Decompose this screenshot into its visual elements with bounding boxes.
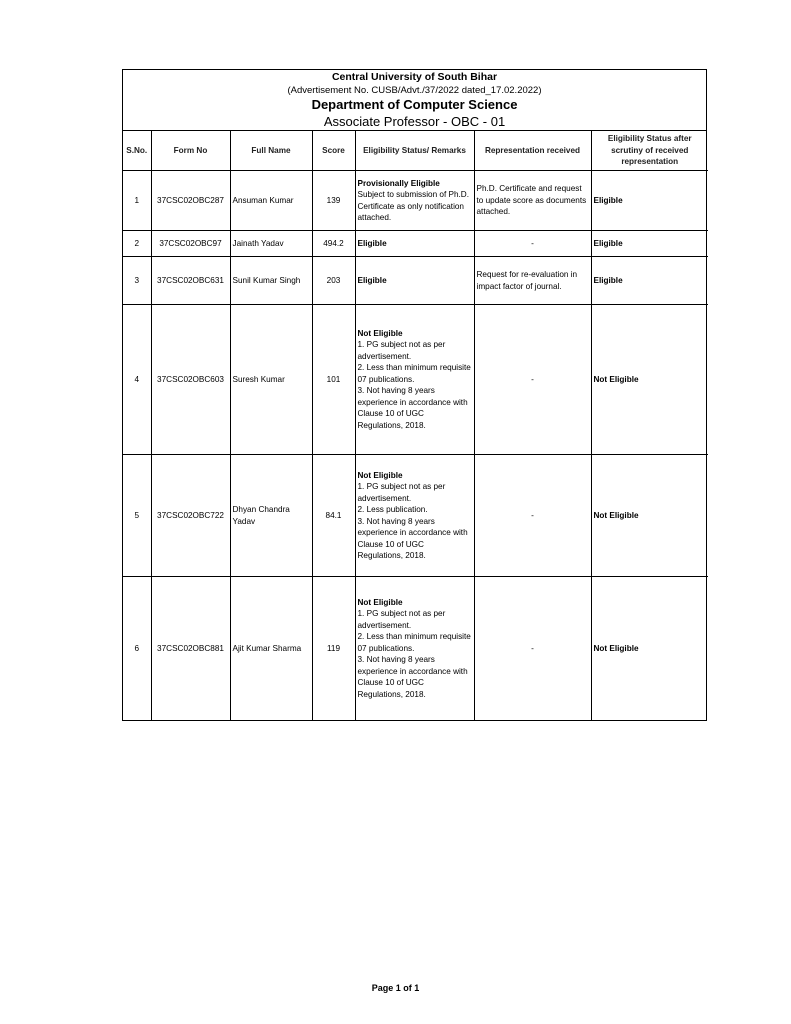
col-header-full-name: Full Name [230,131,312,171]
sheet-header [123,70,706,131]
cell-final-status: Eligible [591,171,708,231]
cell-form-no: 37CSC02OBC722 [151,455,230,577]
cell-final-status: Not Eligible [591,305,708,455]
cell-score: 139 [312,171,355,231]
eligibility-status: Eligible [357,275,387,285]
remark-line: 2. Less than minimum requisite 07 publications. [357,632,471,653]
cell-score: 494.2 [312,231,355,257]
col-header-score: Score [312,131,355,171]
university-name: Central University of South Bihar [331,71,498,83]
remark-line: 3. Not having 8 years experience in accordance with Clause 10 of UGC Regulations, 2018. [357,516,468,560]
post-title: Associate Professor - OBC - 01 [323,114,506,129]
cell-full-name: Sunil Kumar Singh [230,257,312,305]
eligibility-status: Not Eligible [357,597,403,607]
cell-final-status: Not Eligible [591,577,708,720]
cell-sno: 2 [123,231,151,257]
remark-line: 1. PG subject not as per advertisement. [357,482,446,503]
cell-form-no: 37CSC02OBC603 [151,305,230,455]
remark-line: 2. Less publication. [357,505,428,514]
cell-sno: 6 [123,577,151,720]
cell-score: 101 [312,305,355,455]
remark-line: 3. Not having 8 years experience in accordance with Clause 10 of UGC Regulations, 2018. [357,386,468,430]
department-title: Department of Computer Science [311,97,518,112]
cell-score: 119 [312,577,355,720]
cell-eligibility-remarks [355,171,474,231]
cell-eligibility-remarks [355,305,474,455]
cell-final-status: Eligible [591,257,708,305]
cell-representation: Request for re-evaluation in impact factor of journal. [474,257,591,305]
eligibility-status: Not Eligible [357,328,403,338]
remark-line: 1. PG subject not as per advertisement. [357,609,446,630]
cell-representation: - [474,455,591,577]
col-header-form-no: Form No [151,131,230,171]
cell-full-name: Suresh Kumar [230,305,312,455]
table-header-row [123,131,708,171]
table-row [123,231,708,257]
cell-eligibility-remarks [355,257,474,305]
cell-form-no: 37CSC02OBC881 [151,577,230,720]
remark-line: 1. PG subject not as per advertisement. [357,340,446,361]
cell-sno: 3 [123,257,151,305]
cell-representation: Ph.D. Certificate and request to update score as documents attached. [474,171,591,231]
cell-score: 84.1 [312,455,355,577]
table-row [123,455,708,577]
cell-form-no: 37CSC02OBC287 [151,171,230,231]
cell-final-status: Eligible [591,231,708,257]
cell-full-name: Ansuman Kumar [230,171,312,231]
table-row [123,171,708,231]
cell-eligibility-remarks [355,577,474,720]
cell-full-name: Jainath Yadav [230,231,312,257]
cell-final-status: Not Eligible [591,455,708,577]
remark-line: Subject to submission of Ph.D. Certificate as only notification attached. [357,190,469,222]
eligibility-status: Not Eligible [357,470,403,480]
cell-eligibility-remarks [355,455,474,577]
table-row [123,305,708,455]
table-row [123,577,708,720]
cell-form-no: 37CSC02OBC97 [151,231,230,257]
eligibility-status: Eligible [357,238,387,248]
advertisement-number: (Advertisement No. CUSB/Advt./37/2022 dated_17.02.2022) [287,85,542,96]
cell-full-name: Ajit Kumar Sharma [230,577,312,720]
cell-sno: 5 [123,455,151,577]
col-header-representation: Representation received [474,131,591,171]
cell-full-name: Dhyan Chandra Yadav [230,455,312,577]
cell-representation: - [474,305,591,455]
cell-representation: - [474,231,591,257]
col-header-eligibility: Eligibility Status/ Remarks [355,131,474,171]
remark-line: 3. Not having 8 years experience in accordance with Clause 10 of UGC Regulations, 2018. [357,655,468,699]
cell-score: 203 [312,257,355,305]
page-number: Page 1 of 1 [371,983,420,993]
cell-form-no: 37CSC02OBC631 [151,257,230,305]
remark-line: 2. Less than minimum requisite 07 publications. [357,363,471,384]
eligibility-sheet [122,69,707,721]
eligibility-status: Provisionally Eligible [357,178,440,188]
cell-representation: - [474,577,591,720]
col-header-sno: S.No. [123,131,151,171]
cell-sno: 4 [123,305,151,455]
table-row [123,257,708,305]
col-header-final-status: Eligibility Status after scrutiny of received representation [591,131,708,171]
cell-sno: 1 [123,171,151,231]
eligibility-table [123,131,708,720]
cell-eligibility-remarks [355,231,474,257]
